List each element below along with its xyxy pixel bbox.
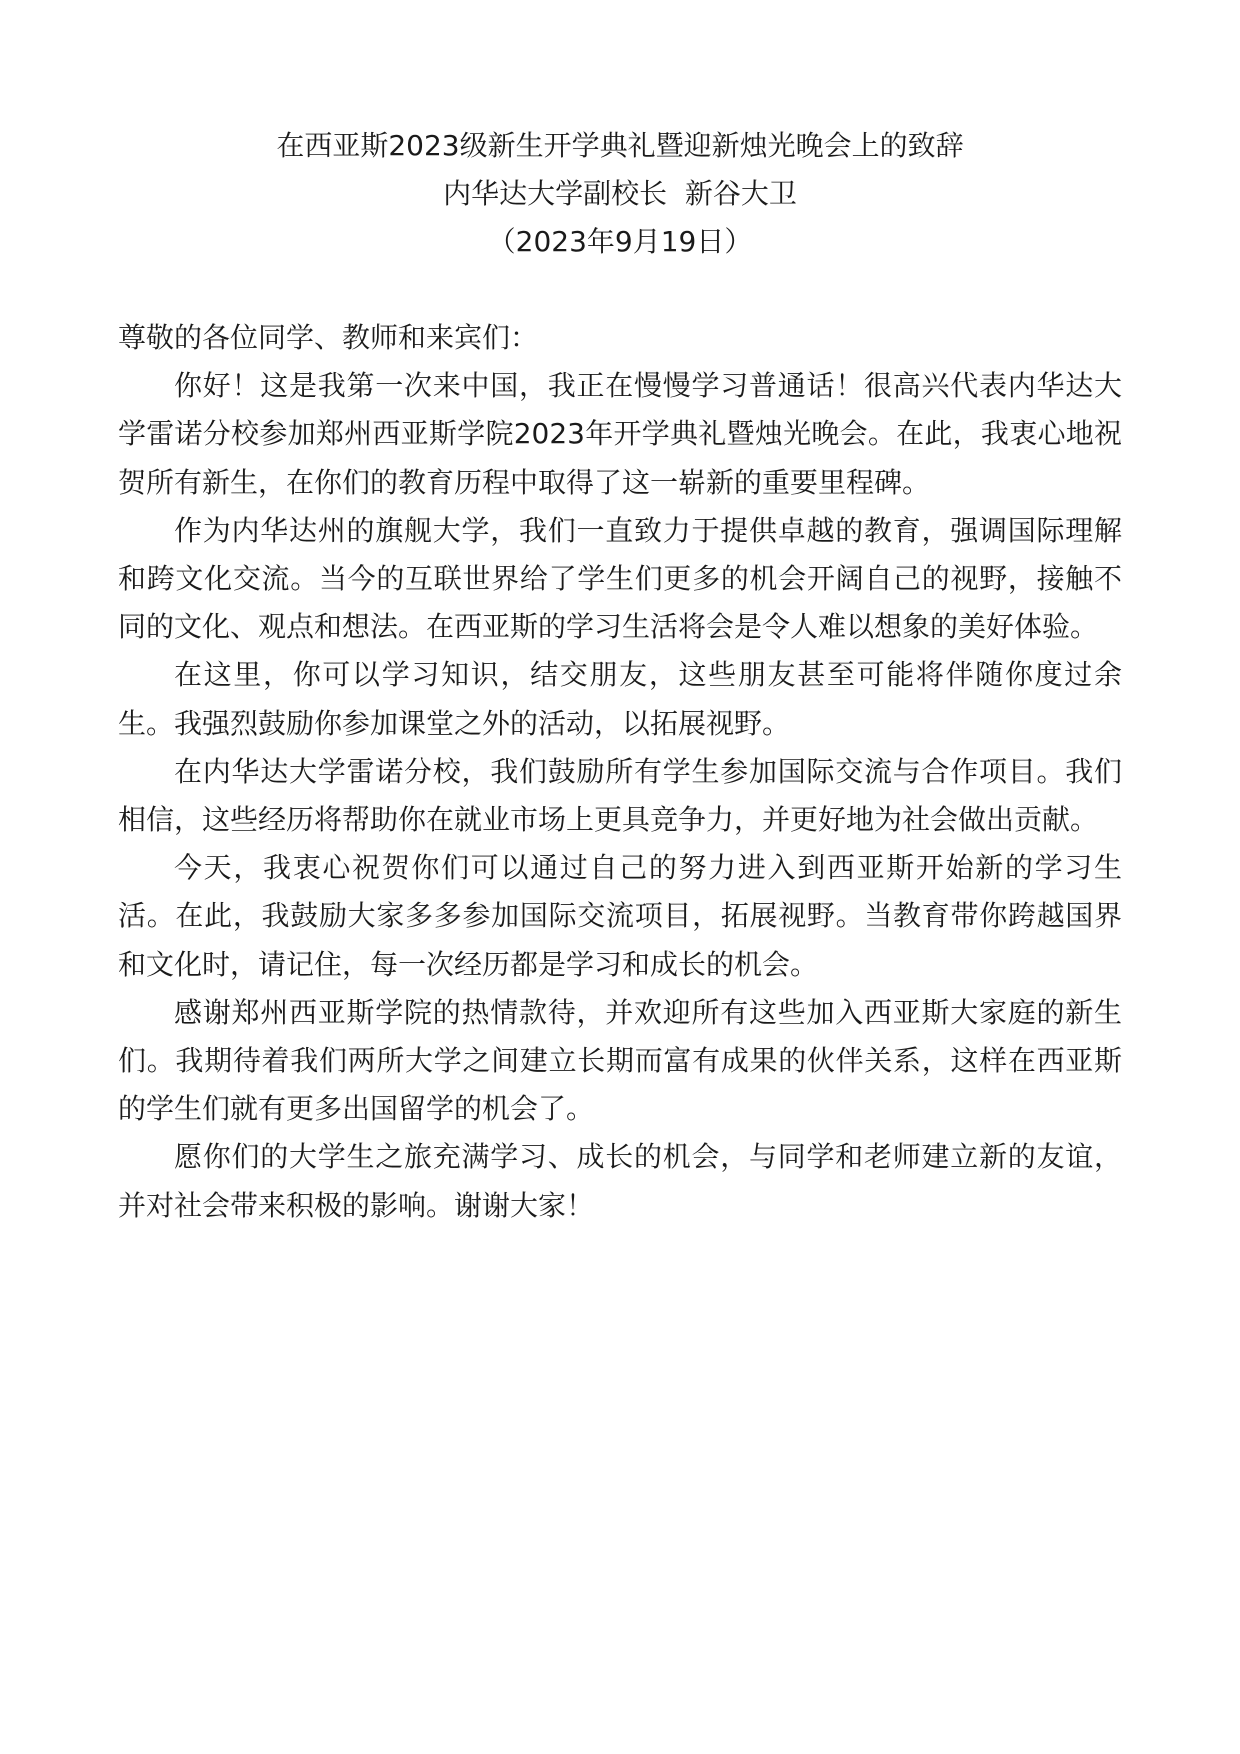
document-title: 在西亚斯2023级新生开学典礼暨迎新烛光晚会上的致辞 [276,129,964,162]
salutation: 尊敬的各位同学、教师和来宾们： [118,321,539,354]
paragraph: 今天，我衷心祝贺你们可以通过自己的努力进入到西亚斯开始新的学习生活。在此，我鼓励大家多多参加国际交流项目，拓展视野。当教育带你跨越国界和文化时，请记住，每一次经历都是学习和成长的机会。 [118,851,1122,981]
document-header [0,122,1240,266]
speech-date: （2023年9月19日） [487,225,753,258]
paragraph: 作为内华达州的旗舰大学，我们一直致力于提供卓越的教育，强调国际理解和跨文化交流。当今的互联世界给了学生们更多的机会开阔自己的视野，接触不同的文化、观点和想法。在西亚斯的学习生活将会是令人难以想象的美好体验。 [118,513,1122,644]
paragraph: 愿你们的大学生之旅充满学习、成长的机会，与同学和老师建立新的友谊，并对社会带来积极的影响。谢谢大家！ [118,1140,1122,1222]
paragraph: 在这里，你可以学习知识，结交朋友，这些朋友甚至可能将伴随你度过余生。我强烈鼓励你参加课堂之外的活动，以拓展视野。 [118,658,1122,740]
speech-body [118,314,1122,1230]
paragraph: 你好！这是我第一次来中国，我正在慢慢学习普通话！很高兴代表内华达大学雷诺分校参加郑州西亚斯学院2023年开学典礼暨烛光晚会。在此，我衷心地祝贺所有新生，在你们的教育历程中取得了这一崭新的重要里程碑。 [118,369,1122,499]
paragraph: 感谢郑州西亚斯学院的热情款待，并欢迎所有这些加入西亚斯大家庭的新生们。我期待着我们两所大学之间建立长期而富有成果的伙伴关系，这样在西亚斯的学生们就有更多出国留学的机会了。 [118,995,1122,1126]
speaker-line: 内华达大学副校长 新谷大卫 [443,177,797,210]
paragraph: 在内华达大学雷诺分校，我们鼓励所有学生参加国际交流与合作项目。我们相信，这些经历将帮助你在就业市场上更具竞争力，并更好地为社会做出贡献。 [118,754,1122,837]
